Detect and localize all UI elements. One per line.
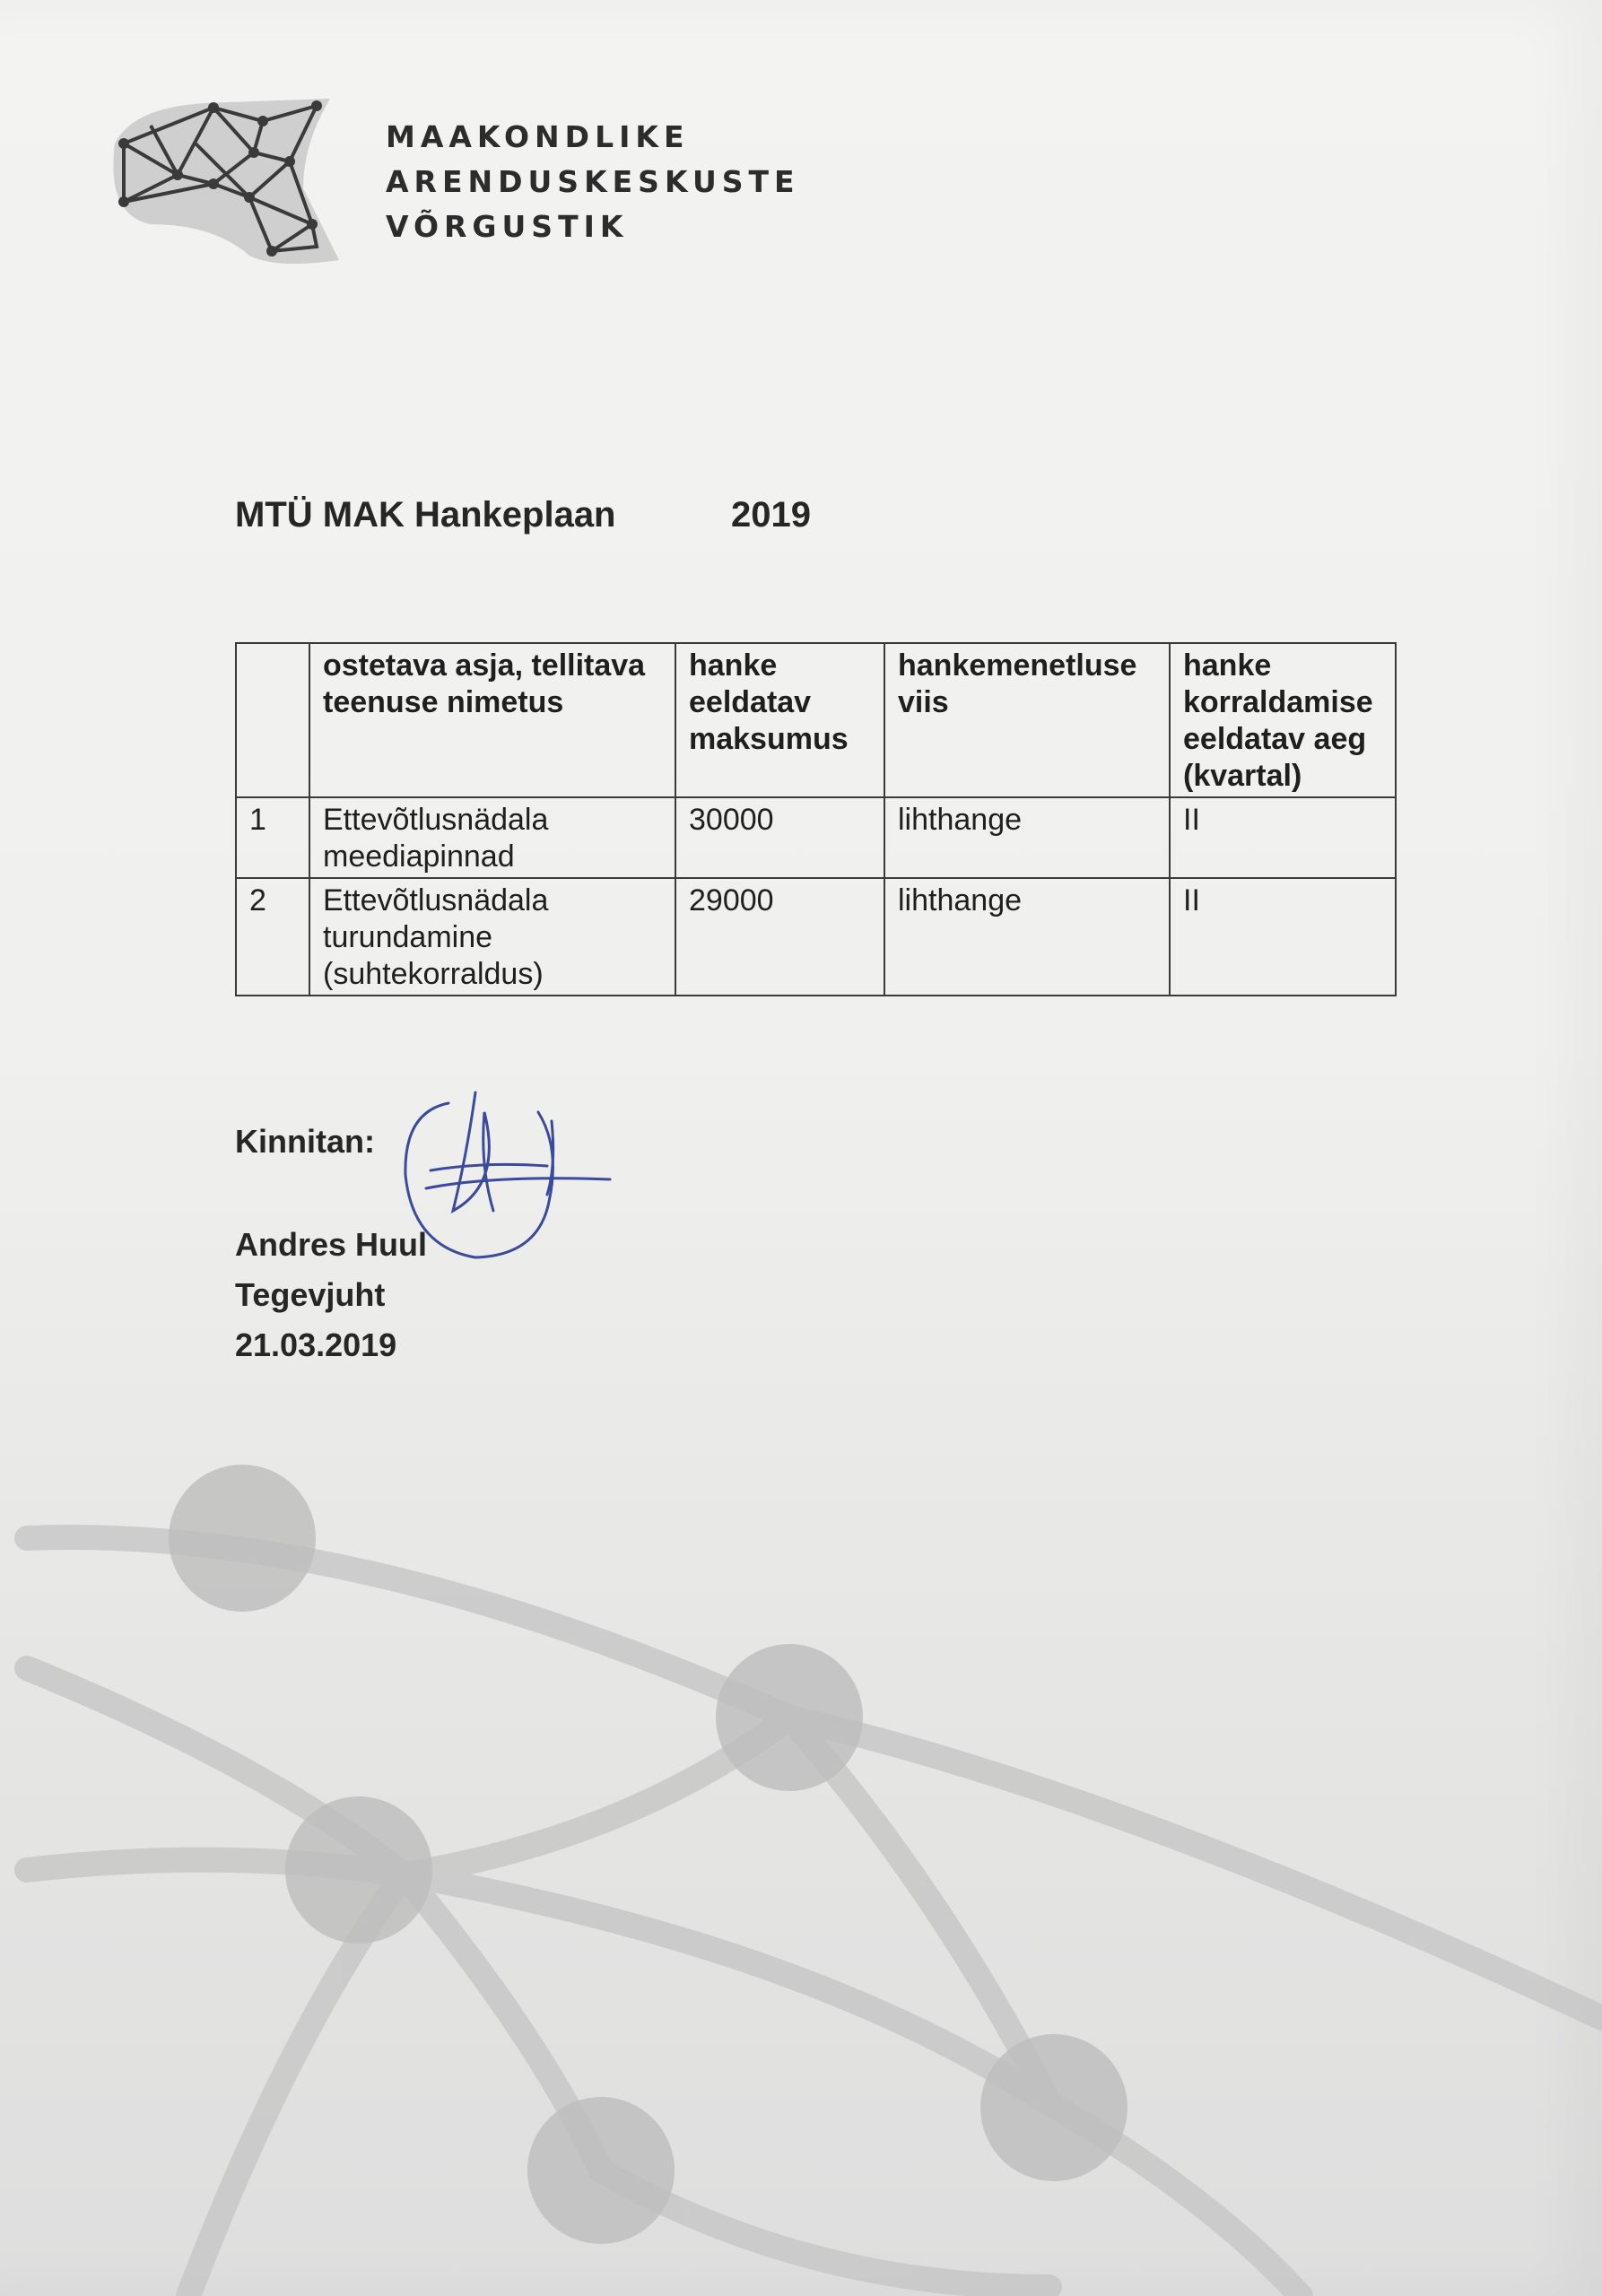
row-quarter: II [1170,797,1396,878]
procurement-plan-table [235,642,1397,996]
approval-label: Kinnitan: [235,1123,375,1160]
row-quarter: II [1170,878,1396,996]
network-map-icon [97,90,366,278]
header-quarter: hanke korraldamise eeldatav aeg (kvartal) [1170,643,1396,797]
network-watermark-icon [0,1390,1602,2296]
table-header-row [236,643,1396,797]
row-cost: 30000 [675,797,884,878]
header-number [236,643,309,797]
row-cost: 29000 [675,878,884,996]
document-year: 2019 [731,495,811,535]
header-item-name: ostetava asja, tellitava teenuse nimetus [309,643,675,797]
table-row [236,878,1396,996]
row-procedure: lihthange [884,878,1170,996]
organization-name [386,115,800,249]
signer-title: Tegevjuht [235,1276,386,1313]
row-number: 1 [236,797,309,878]
organization-name-line-2: ARENDUSKESKUSTE [386,164,800,199]
row-number: 2 [236,878,309,996]
header-procedure-type: hankemenetluse viis [884,643,1170,797]
row-procedure: lihthange [884,797,1170,878]
document-title: MTÜ MAK Hankeplaan [235,495,616,535]
signer-block [235,1220,427,1370]
table-row [236,797,1396,878]
signer-name: Andres Huul [235,1226,428,1263]
organization-name-line-1: MAAKONDLIKE [386,119,690,154]
row-item-name: Ettevõtlusnädala turundamine (suhtekorraldus) [309,878,675,996]
organization-name-line-3: VÕRGUSTIK [386,209,629,244]
header-estimated-cost: hanke eeldatav maksumus [675,643,884,797]
approval-date: 21.03.2019 [235,1326,397,1363]
row-item-name: Ettevõtlusnädala meediapinnad [309,797,675,878]
